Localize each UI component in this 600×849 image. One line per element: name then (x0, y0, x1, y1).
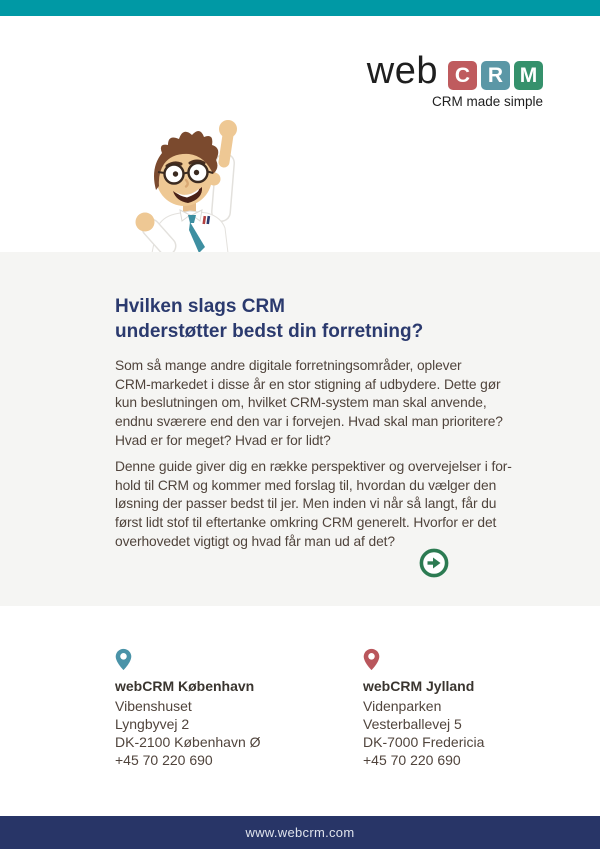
webcrm-logo (367, 52, 543, 109)
office-copenhagen (115, 648, 345, 769)
page-title-line2: understøtter bedst din forretning? (115, 321, 424, 342)
office-phone: +45 70 220 690 (363, 752, 461, 768)
paragraph-line: kun beslutningen om, hvilket CRM-system man skal anvende, (115, 395, 487, 411)
office-name: webCRM København (115, 678, 255, 694)
office-phone: +45 70 220 690 (115, 752, 213, 768)
next-page-button[interactable] (419, 548, 449, 578)
logo-block-c: C (448, 61, 477, 90)
logo-block-m: M (514, 61, 543, 90)
mascot-illustration (117, 116, 263, 253)
logo-block-r: R (481, 61, 510, 90)
map-pin-icon (115, 648, 132, 671)
paragraph-line: Hvad er for meget? Hvad er for lidt? (115, 432, 331, 448)
logo-tagline: CRM made simple (431, 94, 543, 109)
office-address-line: Vibenshuset (115, 698, 192, 714)
paragraph-line: endnu sværere end den var i forvejen. Hvad skal man prioritere? (115, 414, 503, 430)
logo-text-web: web (366, 50, 438, 92)
office-address-line: Vesterballevej 5 (363, 716, 462, 732)
arrow-right-circle-icon (419, 548, 449, 578)
paragraph-line: Som så mange andre digitale forretningsområder, oplever (115, 358, 462, 373)
paragraph-line: løsning der passer bedst til jer. Men inden vi når så langt, får du (115, 496, 497, 512)
office-address-line: Videnparken (363, 698, 442, 714)
page-title (115, 294, 423, 344)
paragraph-line: CRM-markedet i disse år en stor stigning af udbydere. Dette gør (115, 376, 501, 392)
office-name: webCRM Jylland (363, 678, 475, 694)
map-pin-icon (363, 648, 380, 671)
paragraph-line: overhovedet vigtigt og hvad får man ud af det? (115, 533, 395, 549)
website-link[interactable]: www.webcrm.com (245, 825, 355, 840)
page-title-line1: Hvilken slags CRM (115, 296, 285, 317)
paragraph-line: først lidt stof til eftertanke omkring CRM generelt. Hvorfor er det (115, 515, 497, 531)
intro-paragraph-2 (115, 458, 512, 552)
office-address-line: DK-7000 Fredericia (363, 734, 485, 750)
office-address-line: DK-2100 København Ø (115, 734, 261, 750)
office-jylland (363, 648, 593, 769)
office-address-line: Lyngbyvej 2 (115, 716, 190, 732)
paragraph-line: hold til CRM og kommer med forslag til, hvordan du vælger den (115, 477, 497, 493)
paragraph-line: Denne guide giver dig en række perspektiver og overvejelser i for- (115, 459, 512, 474)
intro-paragraph-1 (115, 357, 503, 451)
footer-bar (0, 816, 600, 849)
top-accent-bar (0, 0, 600, 16)
intro-section (0, 252, 600, 606)
